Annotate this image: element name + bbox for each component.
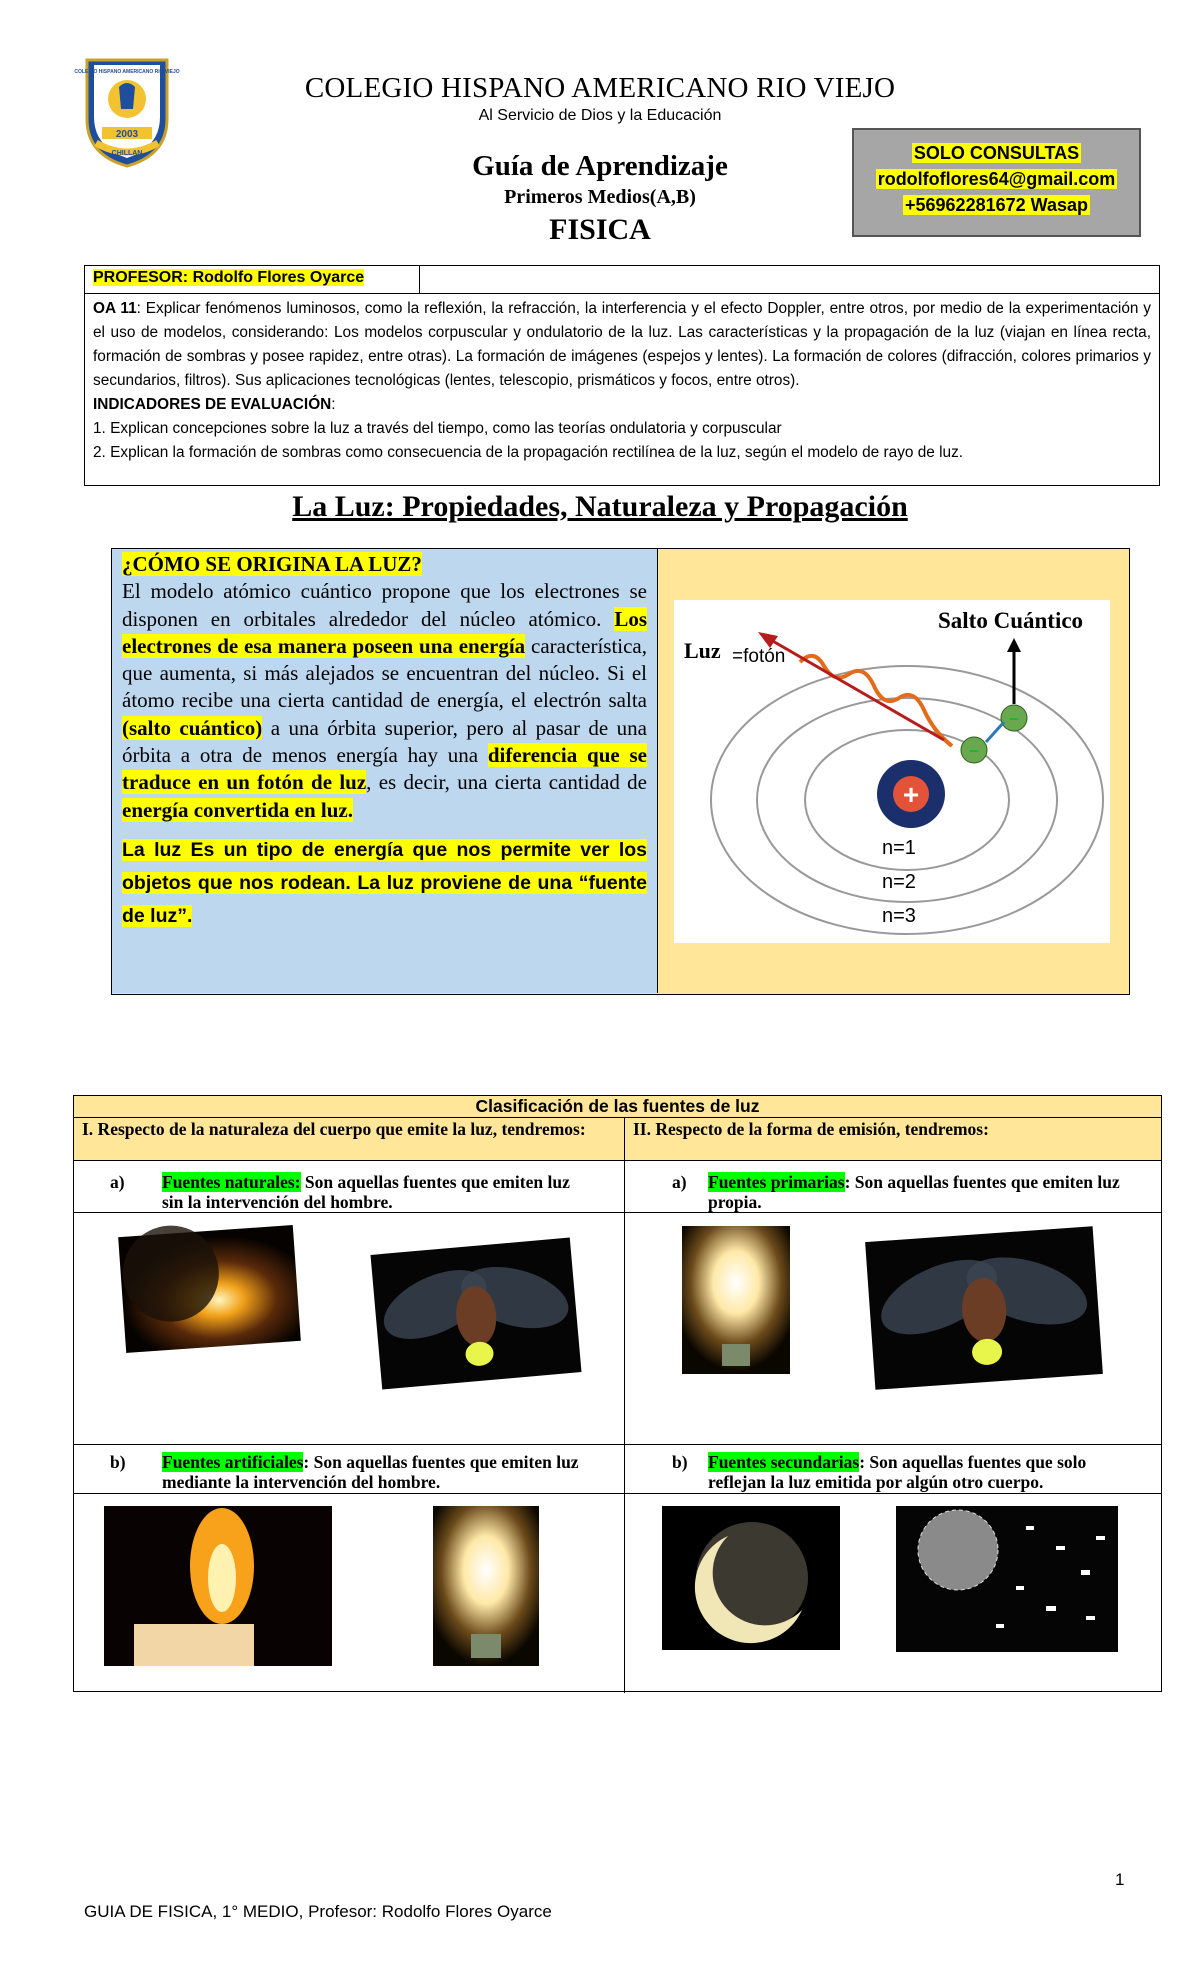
- row-line: [74, 1444, 1161, 1445]
- svg-text:–: –: [1008, 708, 1020, 728]
- light-sources-table: [73, 1095, 1162, 1692]
- origin-question: ¿CÓMO SE ORIGINA LA LUZ?: [122, 552, 422, 576]
- item-artificial-sources: b) Fuentes artificiales: Son aquellas fuentes que emiten luz mediante la intervención del hombre.: [110, 1452, 579, 1492]
- professor-row: [85, 266, 1159, 294]
- logo-year: 2003: [115, 129, 139, 140]
- oa-label: OA 11: [93, 300, 137, 317]
- page-number: 1: [1115, 1870, 1125, 1889]
- indicator-1: 1. Explican concepciones sobre la luz a través del tiempo, como las teorías ondulatoria y corpuscular: [93, 420, 782, 437]
- contact-phone: +56962281672 Wasap: [905, 195, 1088, 215]
- label-photon: =fotón: [732, 646, 786, 667]
- light-origin-text: [112, 549, 658, 993]
- school-motto: Al Servicio de Dios y la Educación: [478, 107, 722, 124]
- nucleus-plus-icon: +: [902, 779, 920, 810]
- table-title: Clasificación de las fuentes de luz: [74, 1096, 1161, 1118]
- guide-course: Primeros Medios(A,B): [504, 186, 696, 208]
- oa-text: : Explicar fenómenos luminosos, como la reflexión, la refracción, la interferencia y el efecto Doppler, entre otros, por medio de la experimentación y el uso de modelos, considerando: Los modelos corpuscular y ondulatorio de la luz. Las características y la propagación de la luz (viajan en línea recta, formación de sombras y posee rapidez, entre otras). La formación de imágenes (espejos y lentes). La formación de colores (difracción, colores primarios y secundarios, filtros). Sus aplicaciones tecnológicas (lentes, telescopio, prismáticos y focos, entre otros).: [93, 300, 1151, 389]
- label-quantum-jump: Salto Cuántico: [938, 608, 1084, 633]
- light-definition: La luz Es un tipo de energía que nos permite ver los objetos que nos rodean. La luz proviene de una “fuente de luz”.: [122, 838, 647, 927]
- logo-school-text: COLEGIO HISPANO AMERICANO RIO VIEJO: [74, 69, 180, 75]
- label-light: Luz: [684, 638, 721, 663]
- logo-city: CHILLAN: [111, 150, 143, 157]
- photo-sun-eclipse: [118, 1225, 301, 1353]
- photo-light-bulb: [682, 1226, 790, 1374]
- level-n2: n=2: [882, 871, 916, 893]
- item-natural-sources: a) Fuentes naturales: Son aquellas fuentes que emiten luz sin la intervención del hombre.: [110, 1172, 570, 1212]
- oa-paragraph: [93, 297, 1151, 393]
- contact-email: rodolfoflores64@gmail.com: [877, 169, 1116, 189]
- guide-title: Guía de Aprendizaje: [472, 150, 728, 182]
- contact-heading: SOLO CONSULTAS: [913, 143, 1080, 163]
- row-line: [74, 1212, 1161, 1213]
- level-n3: n=3: [882, 905, 916, 927]
- indicator-2: 2. Explican la formación de sombras como consecuencia de la propagación rectilínea de la luz, según el modelo de rayo de luz.: [93, 444, 964, 461]
- photo-disco-ball: [896, 1506, 1118, 1652]
- professor-cell: [85, 266, 420, 293]
- footer-text: GUIA DE FISICA, 1° MEDIO, Profesor: Rodolfo Flores Oyarce: [84, 1902, 552, 1921]
- photo-crescent-moon: [662, 1506, 840, 1650]
- column-header-nature: I. Respecto de la naturaleza del cuerpo que emite la luz, tendremos:: [74, 1118, 624, 1160]
- school-name: COLEGIO HISPANO AMERICANO RIO VIEJO: [304, 72, 896, 104]
- objectives-body: [85, 294, 1159, 468]
- contact-box: [852, 128, 1141, 237]
- item-secondary-sources: b) Fuentes secundarias: Son aquellas fuentes que solo reflejan la luz emitida por algún otro cuerpo.: [672, 1452, 1087, 1492]
- row-line: [74, 1493, 1161, 1494]
- row-line: [74, 1160, 1161, 1161]
- photo-firefly-2: [865, 1226, 1103, 1390]
- column-header-emission: II. Respecto de la forma de emisión, tendremos:: [625, 1118, 1161, 1160]
- photo-firefly: [370, 1238, 581, 1390]
- photo-light-bulb-2: [433, 1506, 539, 1666]
- objectives-table: [84, 265, 1160, 486]
- guide-subject: FISICA: [549, 213, 651, 246]
- item-primary-sources: a) Fuentes primarias: Son aquellas fuentes que emiten luz propia.: [672, 1172, 1120, 1212]
- quantum-jump-diagram: [674, 600, 1110, 943]
- indicators-heading: INDICADORES DE EVALUACIÓN:: [93, 396, 336, 413]
- svg-text:–: –: [968, 740, 980, 760]
- level-n1: n=1: [882, 837, 916, 859]
- column-divider: [624, 1118, 625, 1693]
- origin-paragraph: El modelo atómico cuántico propone que los electrones se disponen en orbitales alrededor del núcleo atómico. Los electrones de esa manera poseen una energía característica, que aumenta, si más alejados se encuentran del núcleo. Si el átomo recibe una cierta cantidad de energía, el electrón salta (salto cuántico) a una órbita superior, pero al pasar de una órbita a otra de menos energía hay una diferencia que se traduce en un fotón de luz, es decir, una cierta cantidad de energía convertida en luz.: [122, 579, 648, 822]
- professor-name: PROFESOR: Rodolfo Flores Oyarce: [93, 269, 365, 286]
- photo-candle: [104, 1506, 332, 1666]
- section-title: La Luz: Propiedades, Naturaleza y Propagación: [292, 490, 908, 523]
